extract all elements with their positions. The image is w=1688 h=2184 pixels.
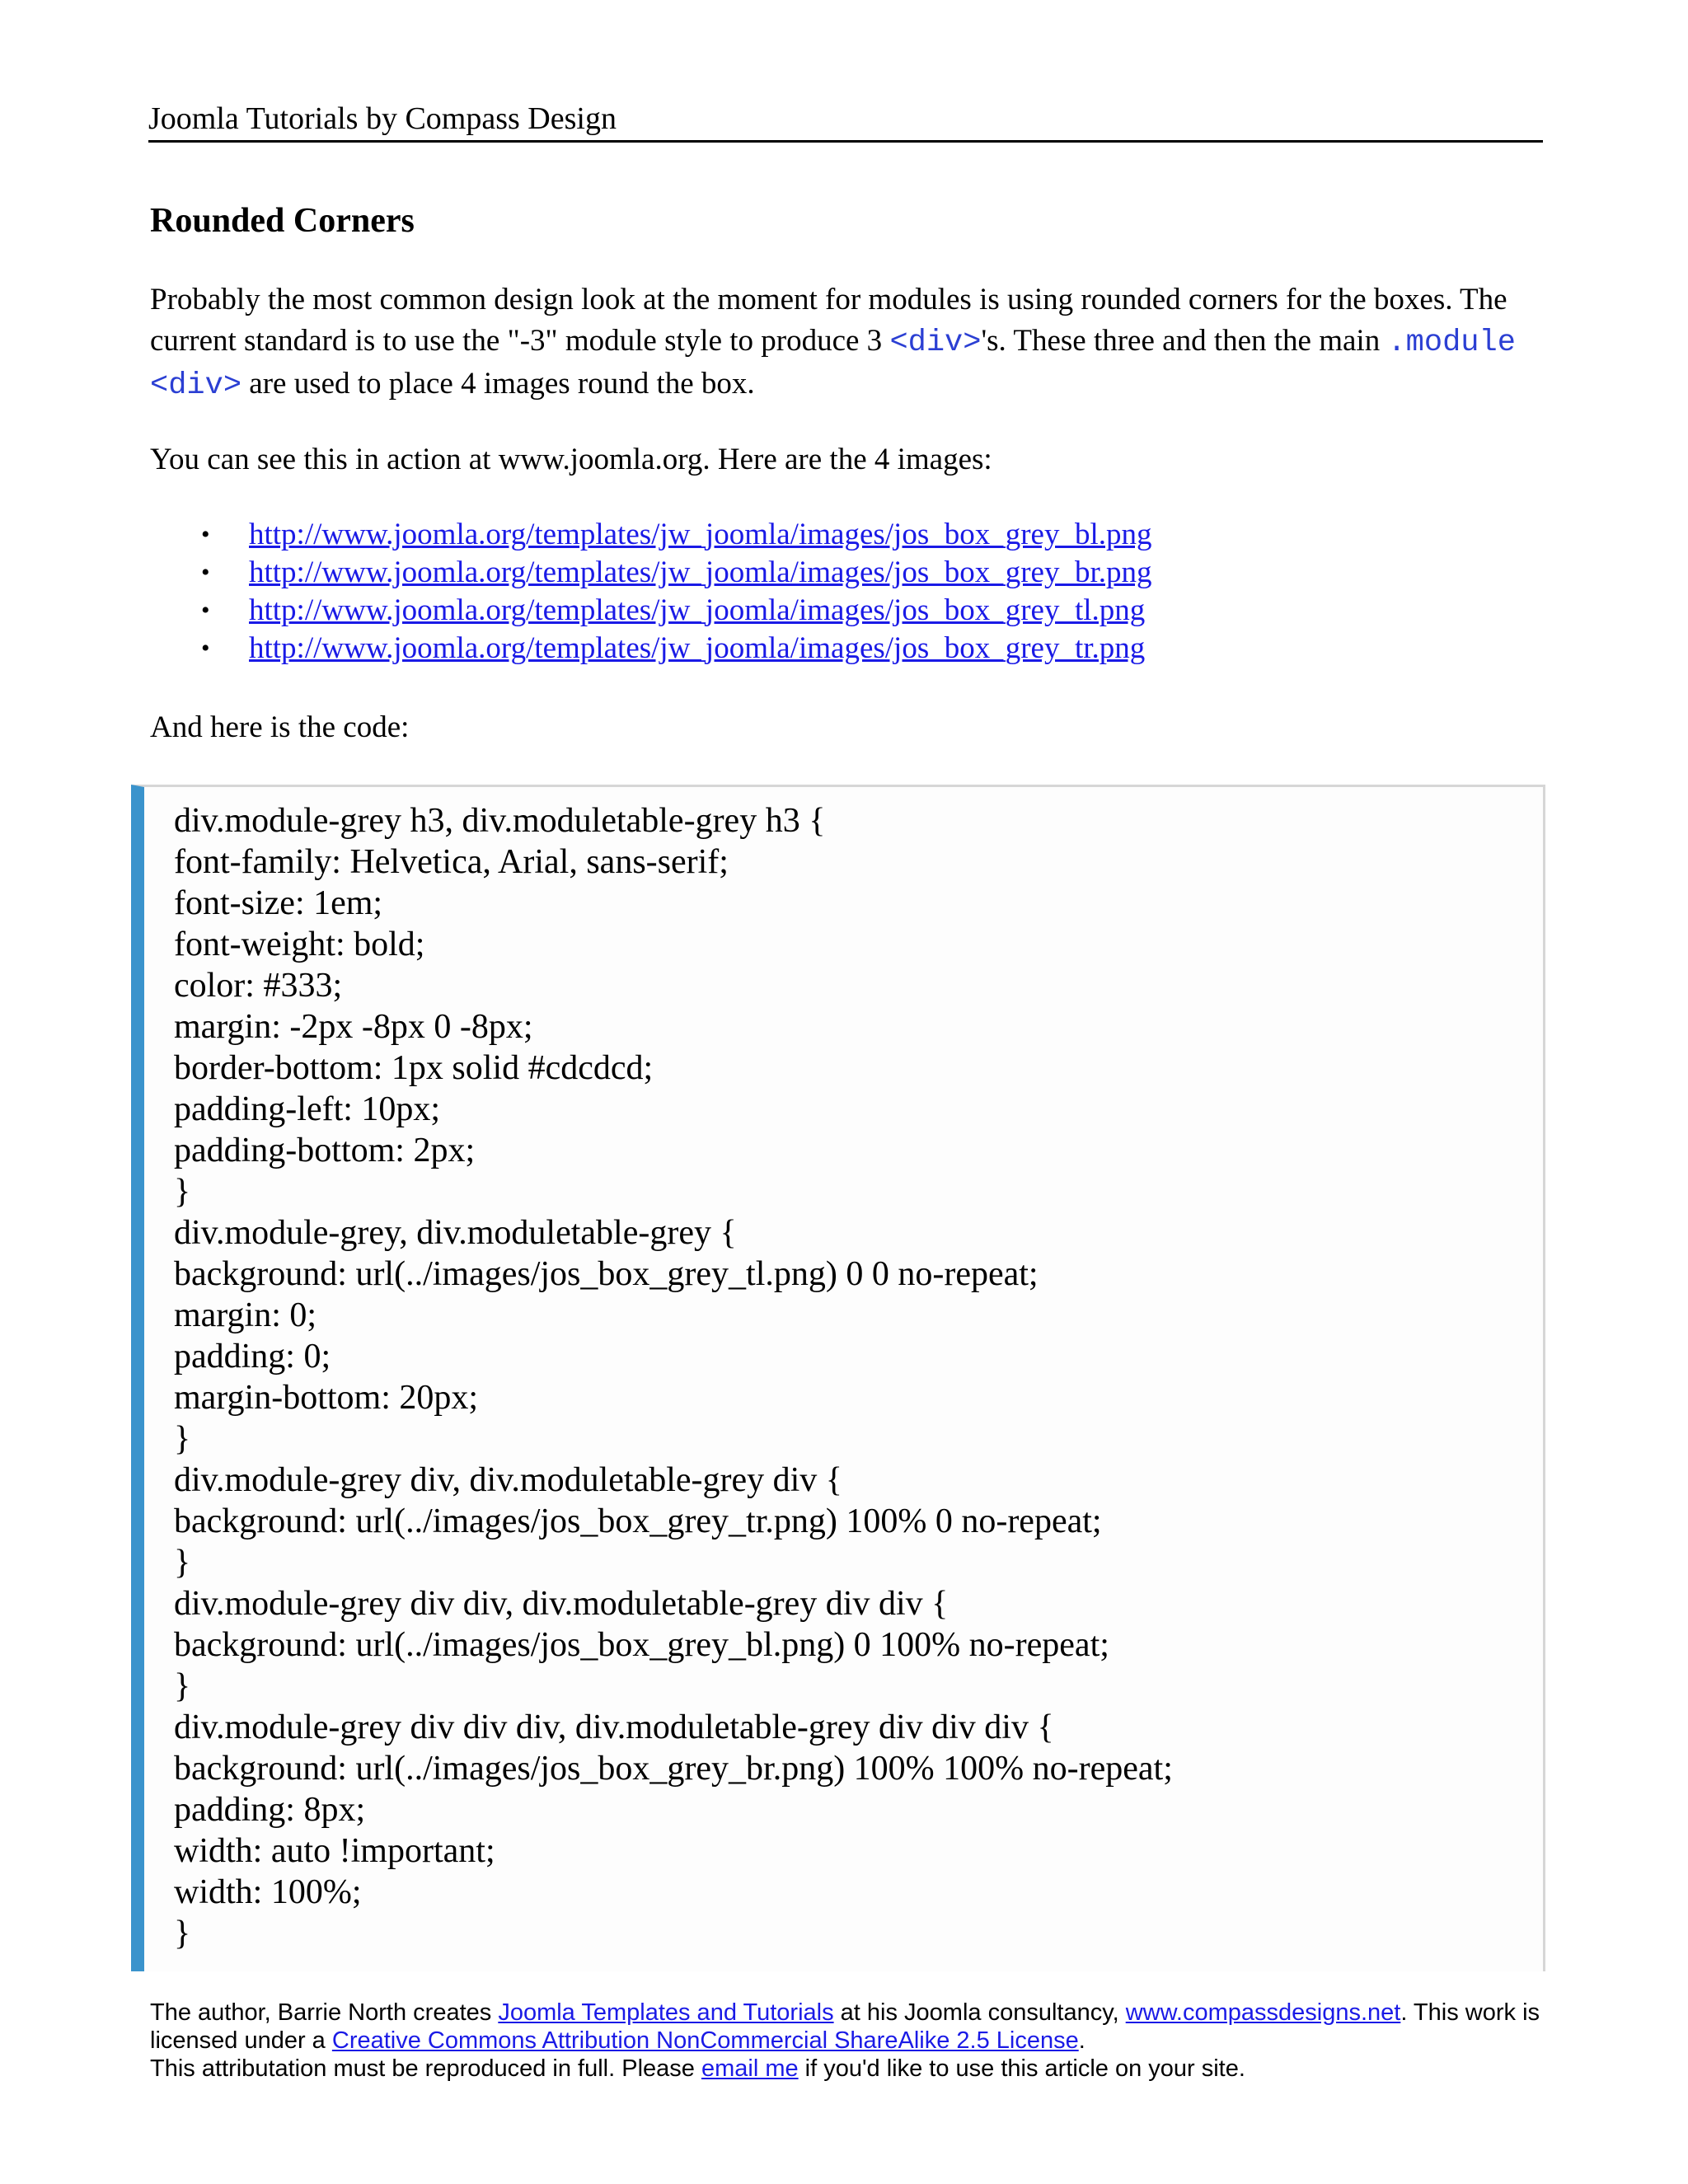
attribution-footer [150, 1999, 1551, 2083]
header-title: Joomla Tutorials by Compass Design [148, 101, 617, 136]
footer-text-6: if you'd like to use this article on your site. [798, 2055, 1245, 2082]
bullet-icon: • [201, 521, 210, 548]
footer-text-3: . This work is licensed under a [150, 1999, 1540, 2054]
bullet-icon: • [201, 635, 210, 662]
inline-code-div: <div> [889, 326, 982, 360]
code-intro-paragraph: And here is the code: [150, 710, 410, 744]
footer-text-2: at his Joomla consultancy, [833, 1999, 1126, 2026]
inline-code-div-2: <div> [150, 368, 242, 403]
email-link[interactable]: email me [701, 2055, 799, 2082]
inline-code-module: .module [1387, 326, 1516, 360]
list-item [150, 516, 1551, 554]
footer-text-5: This attributation must be reproduced in full. Please [150, 2055, 701, 2082]
footer-text-1: The author, Barrie North creates [150, 1999, 499, 2026]
list-item [150, 592, 1551, 630]
intro-paragraph [150, 279, 1551, 406]
footer-text-4: . [1078, 2027, 1085, 2054]
list-item [150, 630, 1551, 668]
intro-text-2: 's. These three and then the main [981, 324, 1388, 358]
code-block [131, 785, 1545, 1971]
code-listing: div.module-grey h3, div.moduletable-grey h3 { font-family: Helvetica, Arial, sans-serif; font-size: 1em; font-weight: bold; color: #333; margin: -2px -8px 0 -8px; border-bottom: 1px solid #cdcdcd; padding-left: 10px; padding-bottom: 2px; } div.module-grey, div.moduletable-grey { background: url(../images/jos_box_grey_tl.png) 0 0 no-repeat; margin: 0; padding: 0; margin-bottom: 20px; } div.module-grey div, div.moduletable-grey div { background: url(../images/jos_box_grey_tr.png) 100% 0 no-repeat; } div.module-grey div div, div.moduletable-grey div div { background: url(../images/jos_box_grey_bl.png) 0 100% no-repeat; } div.module-grey div div div, div.moduletable-grey div div div { background: url(../images/jos_box_grey_br.png) 100% 100% no-repeat; padding: 8px; width: auto !important; width: 100%; } [174, 802, 1173, 1952]
list-item [150, 554, 1551, 592]
bullet-icon: • [201, 597, 210, 624]
bullet-icon: • [201, 559, 210, 586]
intro-text-3: are used to place 4 images round the box. [241, 367, 755, 401]
compassdesigns-link[interactable]: www.compassdesigns.net [1125, 1999, 1401, 2026]
image-link-tr[interactable]: http://www.joomla.org/templates/jw_joomla/images/jos_box_grey_tr.png [249, 631, 1146, 665]
image-link-bl[interactable]: http://www.joomla.org/templates/jw_joomla/images/jos_box_grey_bl.png [249, 518, 1152, 551]
license-link[interactable]: Creative Commons Attribution NonCommercial ShareAlike 2.5 License [331, 2027, 1079, 2054]
image-link-tl[interactable]: http://www.joomla.org/templates/jw_joomla/images/jos_box_grey_tl.png [249, 593, 1146, 627]
joomla-templates-link[interactable]: Joomla Templates and Tutorials [498, 1999, 834, 2026]
page-header [148, 97, 1543, 143]
images-intro-paragraph: You can see this in action at www.joomla.org. Here are the 4 images: [150, 443, 992, 476]
image-link-list [150, 516, 1551, 668]
intro-text-1: Probably the most common design look at the moment for modules is using rounded corners for the boxes. The current standard is to use the "-3" module style to produce 3 [150, 283, 1507, 358]
article-title: Rounded Corners [150, 202, 415, 240]
image-link-br[interactable]: http://www.joomla.org/templates/jw_joomla/images/jos_box_grey_br.png [249, 555, 1152, 589]
